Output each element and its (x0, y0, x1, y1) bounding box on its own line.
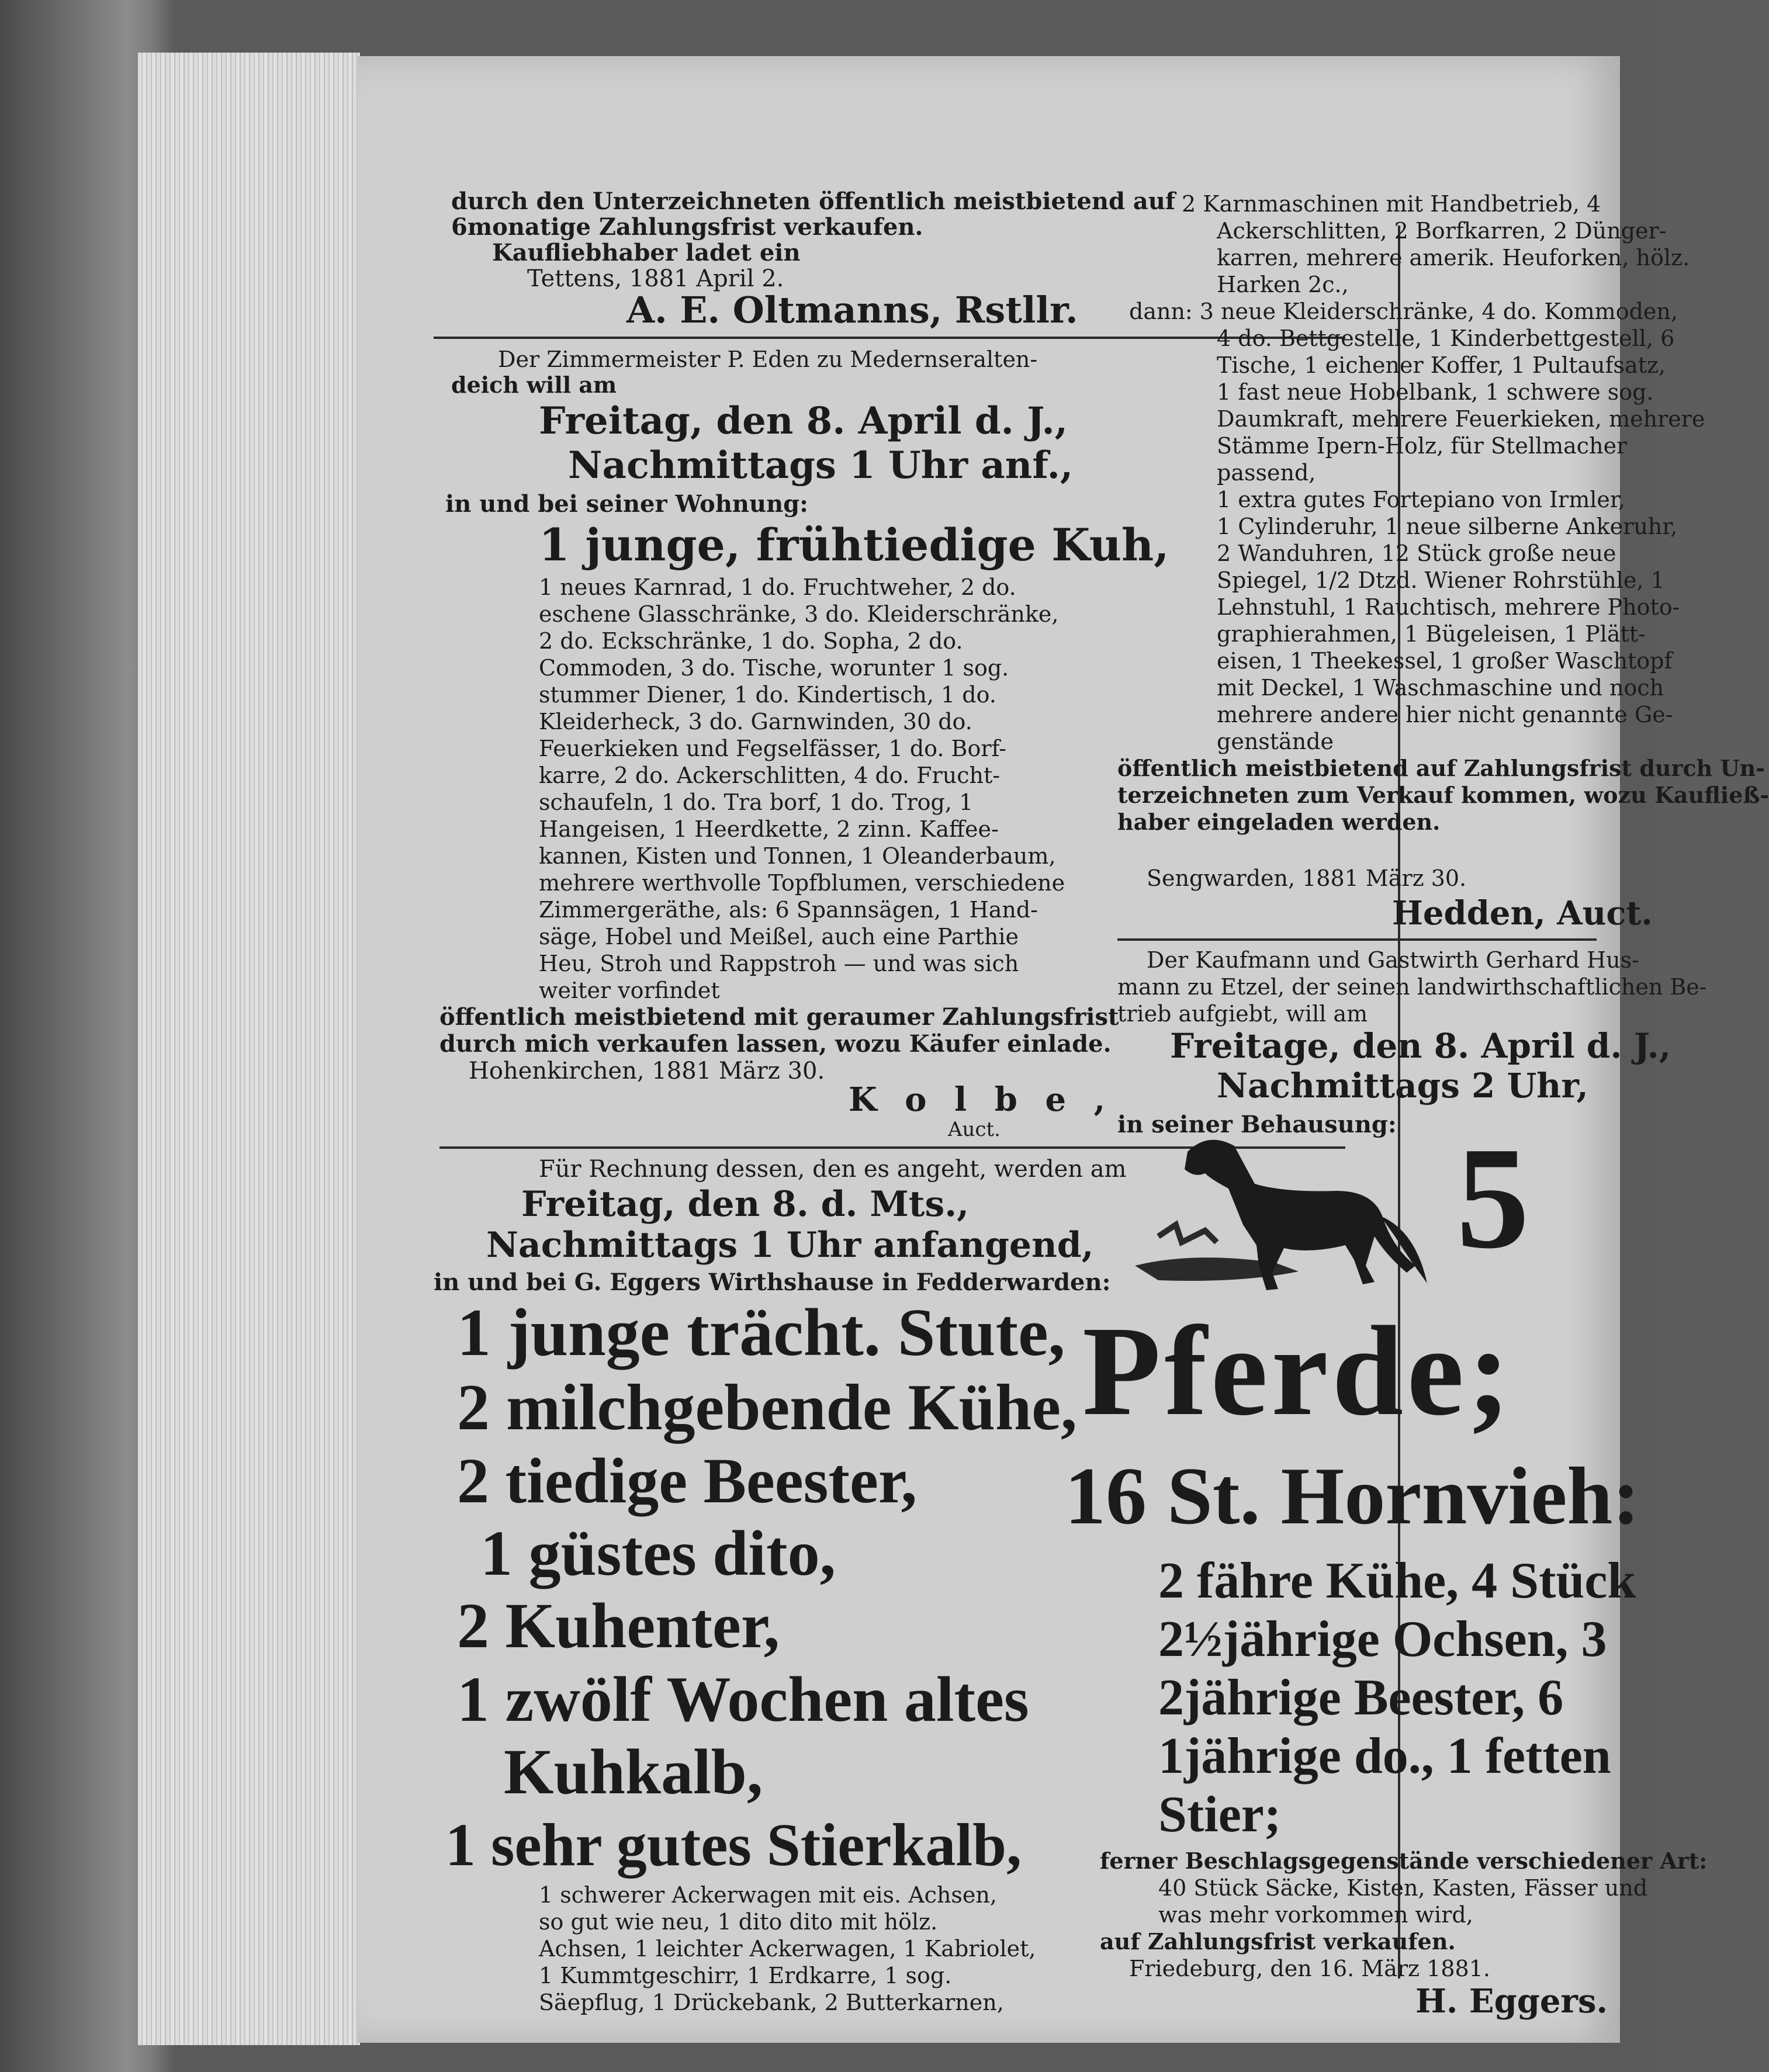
text-line: Lehnstuhl, 1 Rauchtisch, mehrere Photo- (1217, 594, 1680, 620)
big-item: Kuhkalb, (504, 1736, 763, 1807)
text-line: Harken 2c., (1217, 272, 1349, 297)
text-line: mehrere werthvolle Topfblumen, verschiedene (539, 870, 1065, 896)
text-line: 40 Stück Säcke, Kisten, Kasten, Fässer und (1158, 1875, 1648, 1901)
big-item: 2 milchgebende Kühe, (457, 1371, 1077, 1444)
signature: K o l b e , (849, 1080, 1114, 1119)
big-item: 1 güstes dito, (480, 1517, 836, 1589)
text-line: eisen, 1 Theekessel, 1 großer Waschtopf (1217, 648, 1673, 674)
text-line: Säepflug, 1 Drückebank, 2 Butterkarnen, (539, 1990, 1004, 2015)
text-line: 1 neues Karnrad, 1 do. Fruchtweher, 2 do. (539, 574, 1016, 600)
text-line: Der Zimmermeister P. Eden zu Medernseralten- (498, 347, 1038, 372)
text-line: eschene Glasschränke, 3 do. Kleiderschränke, (539, 601, 1059, 627)
book-page-edges (138, 53, 360, 2045)
text-line: durch mich verkaufen lassen, wozu Käufer einlade. (439, 1030, 1112, 1058)
ad-separator (1117, 938, 1597, 941)
big-item: 1 sehr gutes Stierkalb, (445, 1811, 1022, 1879)
auction-date: Freitag, den 8. April d. J., (539, 399, 1068, 443)
text-line: säge, Hobel und Meißel, auch eine Parthie (539, 924, 1019, 950)
text-line: karren, mehrere amerik. Heuforken, hölz. (1217, 245, 1690, 271)
signature: A. E. Oltmanns, Rstllr. (626, 289, 1078, 331)
text-line: dann: 3 neue Kleiderschränke, 4 do. Kommoden, (1129, 299, 1678, 324)
text-line: Heu, Stroh und Rappstroh — und was sich (539, 951, 1019, 976)
text-line: trieb aufgiebt, will am (1117, 1001, 1368, 1027)
big-item: 2 Kuhenter, (457, 1590, 780, 1661)
text-line: terzeichneten zum Verkauf kommen, wozu Kaufließ- (1117, 782, 1769, 808)
text-line: haber eingeladen werden. (1117, 809, 1441, 835)
auction-location: in und bei seiner Wohnung: (445, 490, 808, 518)
text-line: stummer Diener, 1 do. Kindertisch, 1 do. (539, 682, 996, 708)
ad-separator (434, 337, 1345, 339)
auction-date: Freitag, den 8. d. Mts., (521, 1184, 970, 1225)
big-item: Stier; (1158, 1786, 1282, 1843)
text-line: 6monatige Zahlungsfrist verkaufen. (451, 213, 923, 241)
headline: 1 junge, frühtiedige Kuh, (539, 519, 1169, 571)
text-line: genstände (1217, 729, 1334, 754)
signature: H. Eggers. (1415, 1982, 1608, 2021)
text-line: 1 fast neue Hobelbank, 1 schwere sog. (1217, 379, 1654, 405)
text-line: Sengwarden, 1881 März 30. (1147, 865, 1467, 891)
text-line: mehrere andere hier nicht genannte Ge- (1217, 702, 1673, 727)
big-item: 2 tiedige Beester, (457, 1445, 918, 1516)
text-line: 2 Karnmaschinen mit Handbetrieb, 4 (1182, 191, 1601, 217)
text-line: Kaufliebhaber ladet ein (492, 239, 801, 266)
auction-date: Freitage, den 8. April d. J., (1170, 1026, 1671, 1066)
big-item: 1 junge trächt. Stute, (457, 1295, 1065, 1370)
text-line: Der Kaufmann und Gastwirth Gerhard Hus- (1147, 947, 1639, 973)
text-line: Commoden, 3 do. Tische, worunter 1 sog. (539, 655, 1009, 681)
big-item: 1 zwölf Wochen altes (457, 1664, 1029, 1735)
signature-title: Auct. (948, 1118, 1001, 1141)
text-line: graphierahmen, 1 Bügeleisen, 1 Plätt- (1217, 621, 1646, 647)
text-line: ferner Beschlagsgegenstände verschiedener Art: (1100, 1848, 1708, 1874)
horse-icon (1123, 1120, 1450, 1307)
big-item: 1jährige do., 1 fetten (1158, 1728, 1611, 1785)
text-line: Tische, 1 eichener Koffer, 1 Pultaufsatz, (1217, 352, 1666, 378)
text-line: Friedeburg, den 16. März 1881. (1129, 1956, 1490, 1981)
text-line: Für Rechnung dessen, den es angeht, werden am (539, 1156, 1127, 1183)
text-line: 4 do. Bettgestelle, 1 Kinderbettgestell, 6 (1217, 325, 1675, 351)
auction-location: in und bei G. Eggers Wirthshause in Fedderwarden: (434, 1269, 1111, 1296)
auction-time: Nachmittags 1 Uhr anfangend, (486, 1225, 1094, 1266)
text-line: mann zu Etzel, der seinen landwirthschaftlichen Be- (1117, 974, 1707, 1000)
text-line: 1 Cylinderuhr, 1 neue silberne Ankeruhr, (1217, 514, 1678, 539)
text-line: so gut wie neu, 1 dito dito mit hölz. (539, 1909, 938, 1935)
text-line: mit Deckel, 1 Waschmaschine und noch (1217, 675, 1664, 701)
auction-location: in seiner Behausung: (1117, 1111, 1397, 1138)
text-line: Spiegel, 1/2 Dtzd. Wiener Rohrstühle, 1 (1217, 567, 1665, 593)
horse-count: 5 (1456, 1117, 1529, 1279)
text-line: Tettens, 1881 April 2. (527, 265, 784, 292)
text-line: auf Zahlungsfrist verkaufen. (1100, 1928, 1456, 1955)
text-line: Achsen, 1 leichter Ackerwagen, 1 Kabriolet, (539, 1936, 1036, 1962)
big-item: 2 fähre Kühe, 4 Stück (1158, 1553, 1636, 1609)
text-line: Hangeisen, 1 Heerdkette, 2 zinn. Kaffee- (539, 816, 999, 842)
hornvieh-headline: 16 St. Hornvieh: (1065, 1451, 1640, 1541)
text-line: 2 Wanduhren, 12 Stück große neue (1217, 540, 1616, 566)
newspaper-page (358, 56, 1769, 2043)
text-line: Daumkraft, mehrere Feuerkieken, mehrere (1217, 406, 1705, 432)
big-item: 2jährige Beester, 6 (1158, 1669, 1564, 1726)
pferde-headline: Pferde; (1082, 1300, 1514, 1442)
big-item: 2½jährige Ochsen, 3 (1158, 1611, 1607, 1668)
text-line: 2 do. Eckschränke, 1 do. Sopha, 2 do. (539, 628, 963, 654)
text-line: Kleiderheck, 3 do. Garnwinden, 30 do. (539, 709, 972, 734)
text-line: kannen, Kisten und Tonnen, 1 Oleanderbaum, (539, 843, 1056, 869)
text-line: öffentlich meistbietend auf Zahlungsfrist durch Un- (1117, 755, 1765, 781)
auction-time: Nachmittags 2 Uhr, (1217, 1066, 1588, 1106)
text-line: Ackerschlitten, 2 Borfkarren, 2 Dünger- (1217, 218, 1667, 244)
text-line: weiter vorfindet (539, 978, 720, 1003)
signature: Hedden, Auct. (1392, 894, 1653, 933)
text-line: passend, (1217, 460, 1316, 486)
text-line: durch den Unterzeichneten öffentlich meistbietend auf (451, 188, 1176, 215)
auction-time: Nachmittags 1 Uhr anf., (568, 443, 1074, 487)
text-line: deich will am (451, 372, 617, 398)
text-line: öffentlich meistbietend mit geraumer Zahlungsfrist (439, 1003, 1119, 1031)
text-line: 1 schwerer Ackerwagen mit eis. Achsen, (539, 1882, 997, 1908)
text-line: Zimmergeräthe, als: 6 Spannsägen, 1 Hand- (539, 897, 1038, 923)
text-line: Hohenkirchen, 1881 März 30. (469, 1058, 825, 1084)
text-line: was mehr vorkommen wird, (1158, 1902, 1473, 1928)
text-line: schaufeln, 1 do. Tra borf, 1 do. Trog, 1 (539, 789, 974, 815)
text-line: 1 extra gutes Fortepiano von Irmler, (1217, 487, 1625, 512)
text-line: karre, 2 do. Ackerschlitten, 4 do. Frucht- (539, 763, 1001, 788)
text-line: 1 Kummtgeschirr, 1 Erdkarre, 1 sog. (539, 1963, 952, 1988)
text-line: Stämme Ipern-Holz, für Stellmacher (1217, 433, 1628, 459)
text-line: Feuerkieken und Fegselfässer, 1 do. Borf- (539, 736, 1007, 761)
